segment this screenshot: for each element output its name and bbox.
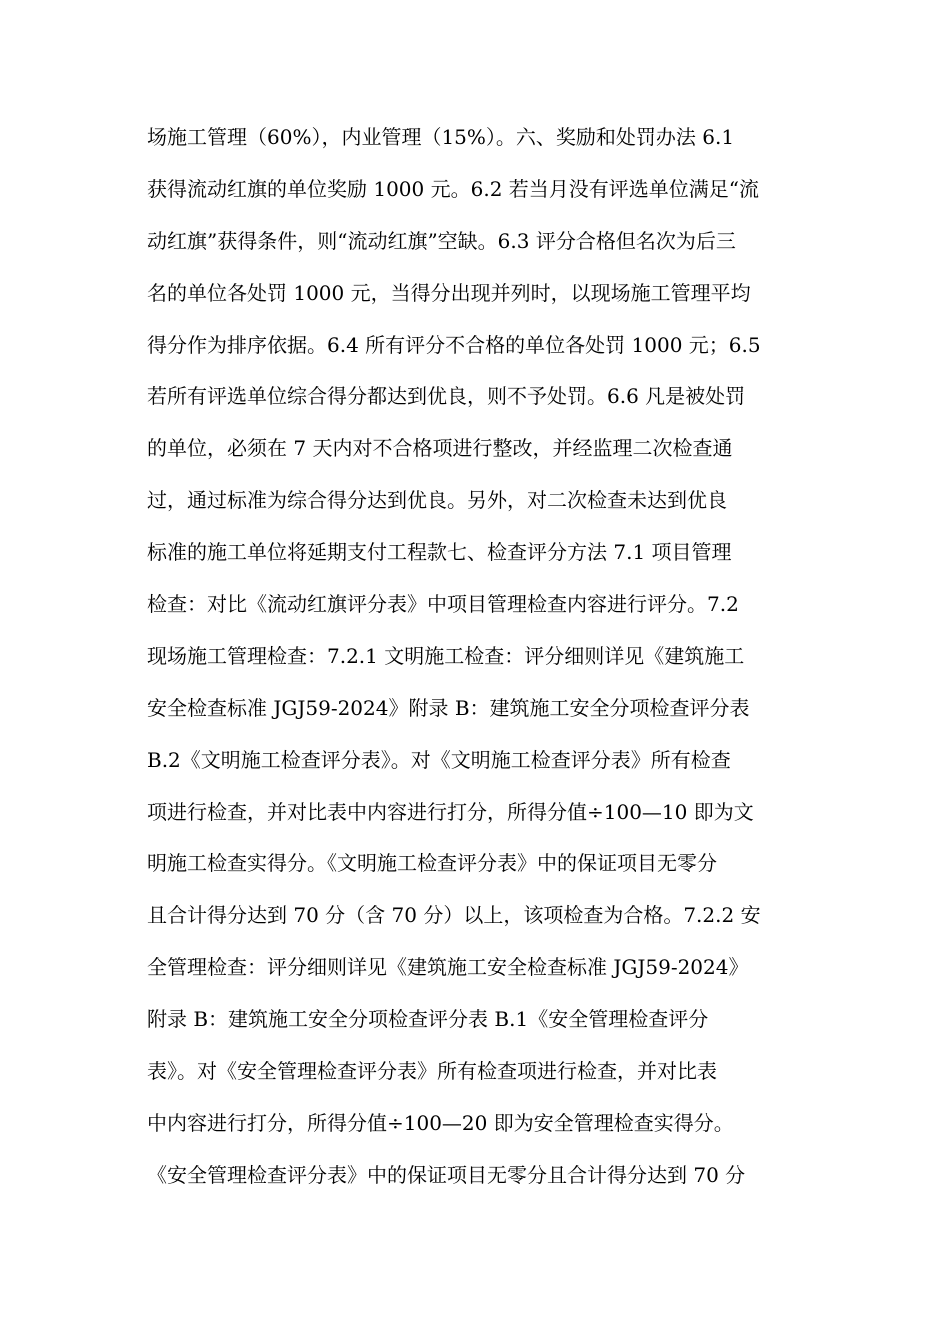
text-line: 得分作为排序依据。6.4 所有评分不合格的单位各处罚 1000 元；6.5 — [147, 332, 761, 357]
text-line: 场施工管理（60%），内业管理（15%）。六、奖励和处罚办法 6.1 — [147, 125, 735, 149]
text-line: 表》。对《安全管理检查评分表》所有检查项进行检查，并对比表 — [147, 1059, 717, 1084]
text-line: 获得流动红旗的单位奖励 1000 元。6.2 若当月没有评选单位满足“流 — [147, 176, 760, 201]
text-line: 标准的施工单位将延期支付工程款七、检查评分方法 7.1 项目管理 — [147, 540, 732, 565]
text-line: 若所有评选单位综合得分都达到优良，则不予处罚。6.6 凡是被处罚 — [147, 384, 746, 409]
text-line: 现场施工管理检查：7.2.1 文明施工检查：评分细则详见《建筑施工 — [147, 643, 745, 668]
text-line: 《安全管理检查评分表》中的保证项目无零分且合计得分达到 70 分 — [147, 1162, 746, 1187]
text-line: 明施工检查实得分。《文明施工检查评分表》中的保证项目无零分 — [147, 851, 717, 876]
text-line: 附录 B：建筑施工安全分项检查评分表 B.1《安全管理检查评分 — [147, 1007, 709, 1032]
text-line: 动红旗”获得条件，则“流动红旗”空缺。6.3 评分合格但名次为后三 — [147, 228, 736, 253]
text-line: 且合计得分达到 70 分（含 70 分）以上，该项检查为合格。7.2.2 安 — [147, 903, 761, 928]
text-line: 全管理检查：评分细则详见《建筑施工安全检查标准 JGJ59-2024》 — [147, 955, 749, 980]
text-line: 过，通过标准为综合得分达到优良。另外，对二次检查未达到优良 — [147, 488, 727, 513]
text-line: B.2《文明施工检查评分表》。对《文明施工检查评分表》所有检查 — [147, 747, 731, 772]
text-line: 检查：对比《流动红旗评分表》中项目管理检查内容进行评分。7.2 — [147, 592, 739, 617]
text-line: 中内容进行打分，所得分值÷100—20 即为安全管理检查实得分。 — [147, 1110, 734, 1135]
text-line: 项进行检查，并对比表中内容进行打分，所得分值÷100—10 即为文 — [147, 799, 754, 824]
body-text — [147, 112, 827, 1202]
text-line: 名的单位各处罚 1000 元，当得分出现并列时，以现场施工管理平均 — [147, 280, 751, 305]
text-line: 安全检查标准 JGJ59-2024》附录 B：建筑施工安全分项检查评分表 — [147, 695, 750, 720]
text-line: 的单位，必须在 7 天内对不合格项进行整改，并经监理二次检查通 — [147, 436, 733, 461]
